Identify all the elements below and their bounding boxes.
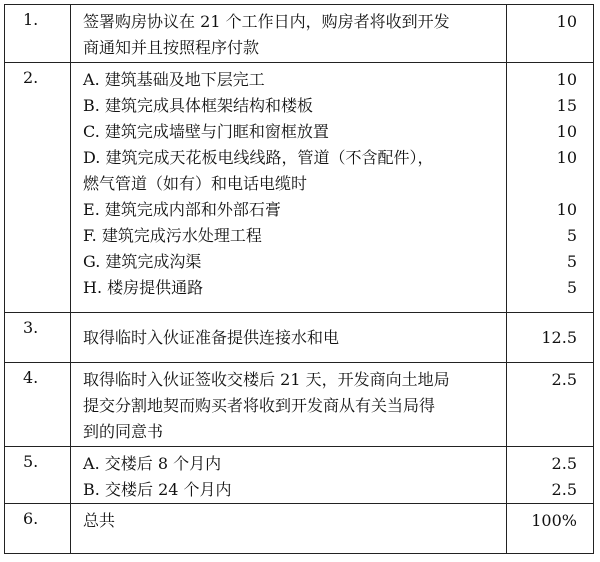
row-number: 5. [5, 447, 71, 504]
row-percentage [506, 447, 593, 504]
row-number: 1. [5, 5, 71, 63]
row-percentage [506, 63, 593, 313]
row-description [71, 63, 507, 313]
row-percentage [506, 313, 593, 363]
table-row [5, 63, 594, 313]
row-number: 3. [5, 313, 71, 363]
percentage-value: 10 [556, 148, 577, 167]
description-line: D. 建筑完成天花板电线线路，管道（不含配件）， [83, 148, 434, 167]
percentage-value: 100% [531, 511, 577, 530]
description-line: G. 建筑完成沟渠 [83, 252, 202, 271]
table-row [5, 5, 594, 63]
description-line: B. 交楼后 24 个月内 [83, 480, 232, 499]
row-percentage [506, 363, 593, 447]
description-line: 到的同意书 [83, 422, 164, 441]
row-description [71, 363, 507, 447]
percentage-value: 2.5 [551, 370, 577, 389]
description-line: 取得临时入伙证准备提供连接水和电 [83, 327, 340, 347]
table-row [5, 504, 594, 554]
description-line: C. 建筑完成墙壁与门眶和窗框放置 [83, 122, 329, 141]
percentage-value: 5 [566, 278, 577, 297]
percentage-value: 10 [556, 70, 577, 89]
description-line: 燃气管道（如有）和电话电缆时 [83, 174, 308, 193]
description-line: F. 建筑完成污水处理工程 [83, 226, 262, 245]
percentage-value: 10 [556, 122, 577, 141]
description-line: 总共 [83, 511, 116, 530]
description-line: B. 建筑完成具体框架结构和楼板 [83, 96, 313, 115]
description-line: 商通知并且按照程序付款 [83, 38, 260, 57]
percentage-value: 10 [556, 200, 577, 219]
description-line: H. 楼房提供通路 [83, 278, 204, 297]
description-line: A. 建筑基础及地下层完工 [83, 70, 265, 89]
row-description [71, 447, 507, 504]
row-description [71, 504, 507, 554]
percentage-value: 2.5 [551, 480, 577, 499]
row-description [71, 313, 507, 363]
description-line: 提交分割地契而购买者将收到开发商从有关当局得 [83, 396, 436, 415]
percentage-value: 2.5 [551, 454, 577, 473]
description-line: E. 建筑完成内部和外部石膏 [83, 200, 281, 219]
row-number: 6. [5, 504, 71, 554]
percentage-value: 5 [566, 252, 577, 271]
description-line: 签署购房协议在 21 个工作日内，购房者将收到开发 [83, 12, 450, 31]
table-row [5, 313, 594, 363]
row-percentage [506, 5, 593, 63]
percentage-value: 12.5 [541, 327, 577, 347]
percentage-value [511, 171, 577, 197]
percentage-value: 15 [556, 96, 577, 115]
row-number: 2. [5, 63, 71, 313]
description-line: 取得临时入伙证签收交楼后 21 天，开发商向土地局 [83, 370, 450, 389]
table-row [5, 363, 594, 447]
percentage-value: 5 [566, 226, 577, 245]
payment-schedule-table [4, 4, 594, 554]
percentage-value: 10 [556, 12, 577, 31]
row-percentage [506, 504, 593, 554]
row-number: 4. [5, 363, 71, 447]
description-line: A. 交楼后 8 个月内 [83, 454, 222, 473]
row-description [71, 5, 507, 63]
table-row [5, 447, 594, 504]
